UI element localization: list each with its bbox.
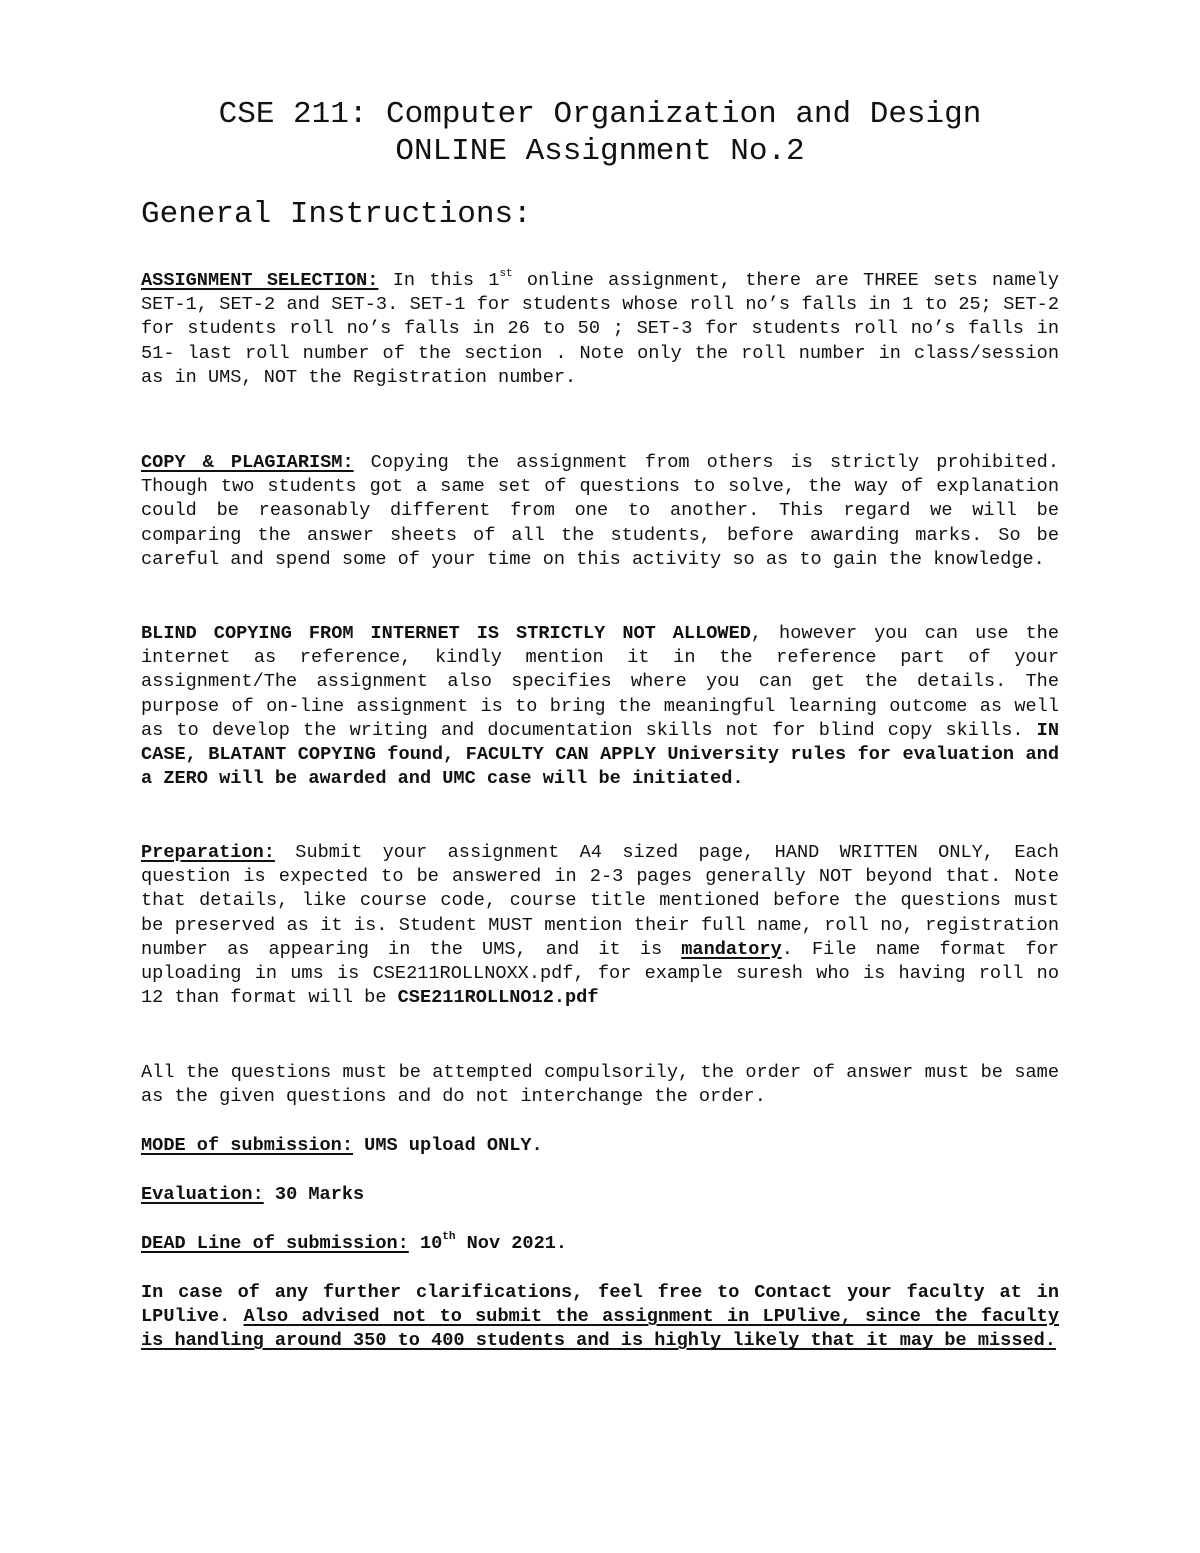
preparation-label: Preparation: xyxy=(141,842,275,863)
assignment-selection-label: ASSIGNMENT SELECTION: xyxy=(141,270,379,291)
assignment-selection-text-a: In this 1 xyxy=(378,270,500,291)
blind-copying-paragraph xyxy=(141,622,1059,791)
blind-copying-bold-a: BLIND COPYING FROM INTERNET IS STRICTLY NOT ALLOWED xyxy=(141,623,751,644)
evaluation-label: Evaluation: xyxy=(141,1184,264,1205)
example-filename: CSE211ROLLNO12.pdf xyxy=(397,987,599,1009)
blind-copying-text: , however you can use the internet as reference, kindly mention it in the reference part of your assignment/The assignment also specifies where you can get the details. The purpose of on-line assignment is to bring the meaningful learning outcome as well as to develop the writing and documentation skills not for blind copy skills. xyxy=(141,623,1060,741)
mandatory-word: mandatory xyxy=(681,938,782,960)
all-questions-paragraph: All the questions must be attempted compulsorily, the order of answer must be same as the given questions and do not interchange the order. xyxy=(141,1062,1059,1108)
clarifications-underlined: Also advised not to submit the assignment in LPUlive, since the faculty is handling around 350 to 400 students and is highly likely that it may be missed. xyxy=(141,1306,1059,1352)
clarifications-text: In case of any further clarifications, feel free to Contact your faculty at in LPUlive. xyxy=(141,1282,1059,1328)
assignment-selection-text-b: online assignment, there are THREE sets namely SET-1, SET-2 and SET-3. SET-1 for students whose roll no’s falls in 1 to 25; SET-2 for students roll no’s falls in 26 to 50 ; SET-3 for students roll no’s falls in 51- last roll number of the section . Note only the roll number in class/session as in UMS, NOT the Registration number. xyxy=(141,270,1059,388)
general-instructions-heading: General Instructions: xyxy=(141,197,532,232)
preparation-text-a: Submit your assignment A4 sized page, HAND WRITTEN ONLY, Each question is expected to be answered in 2-3 pages generally NOT beyond that. Note that details, like course code, course title mentioned before the questions must be preserved as it is. Student MUST mention their full name, roll no, registration number as appearing in the UMS, and it is xyxy=(141,842,1059,960)
copy-plagiarism-label: COPY & PLAGIARISM: xyxy=(141,452,354,473)
copy-plagiarism-paragraph xyxy=(141,451,1059,572)
evaluation xyxy=(141,1183,1059,1207)
document-title: CSE 211: Computer Organization and Design xyxy=(218,97,982,132)
document-subtitle: ONLINE Assignment No.2 xyxy=(395,134,805,169)
deadline xyxy=(141,1232,1059,1256)
preparation-paragraph xyxy=(141,841,1059,1010)
copy-plagiarism-text: Copying the assignment from others is strictly prohibited. Though two students got a same set of questions to solve, the way of explanation could be reasonably different from one to another. This regard we will be comparing the answer sheets of all the students, before awarding marks. So be careful and spend some of your time on this activity so as to gain the knowledge. xyxy=(141,452,1059,570)
assignment-selection-paragraph xyxy=(141,269,1059,390)
preparation-text-b: . File name format for uploading in ums is CSE211ROLLNOXX.pdf, for example suresh who is having roll no 12 than format will be xyxy=(141,938,1059,1009)
deadline-value-b: Nov 2021. xyxy=(455,1233,568,1254)
deadline-value-a: 10 xyxy=(408,1233,443,1254)
mode-value: UMS upload ONLY. xyxy=(353,1135,543,1156)
evaluation-value: 30 Marks xyxy=(263,1184,365,1205)
clarifications-paragraph xyxy=(141,1281,1059,1354)
mode-of-submission xyxy=(141,1134,1059,1158)
mode-label: MODE of submission: xyxy=(141,1135,354,1156)
blind-copying-bold-b: IN CASE, BLATANT COPYING found, FACULTY CAN APPLY University rules for evaluation and a ZERO will be awarded and UMC case will be initiated. xyxy=(141,719,1059,790)
deadline-sup: th xyxy=(442,1230,456,1243)
deadline-label: DEAD Line of submission: xyxy=(141,1233,409,1254)
assignment-selection-sup: st xyxy=(499,267,513,280)
